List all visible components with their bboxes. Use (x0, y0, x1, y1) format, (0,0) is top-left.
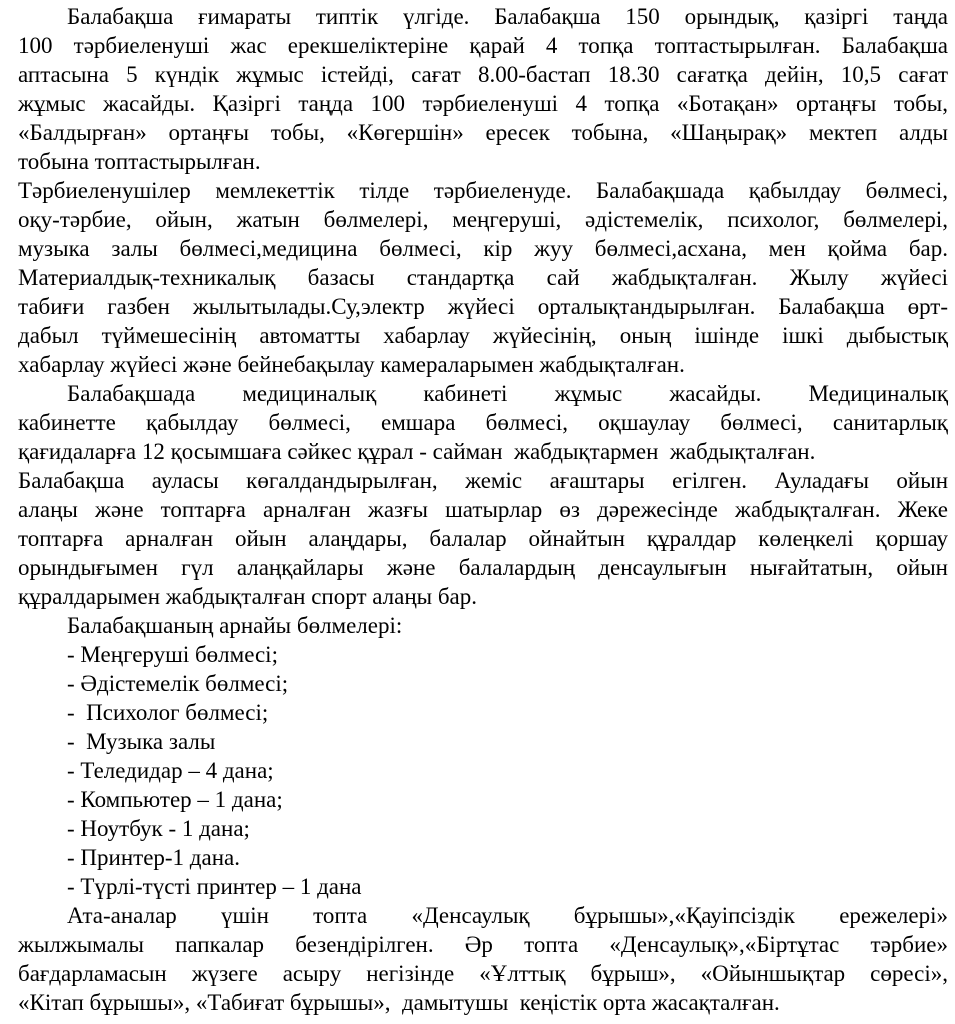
text-line: тобына топтастырылған. (18, 149, 261, 174)
text-line: жұмыс жасайды. Қазіргі таңда 100 тәрбиеленуші 4 топқа «Ботақан» ортаңғы тобы, (18, 91, 948, 116)
text-line: Материалдық-техникалық базасы стандартқа сай жабдықталған. Жылу жүйесі (18, 265, 948, 290)
text-line: қағидаларға 12 қосымшаға сәйкес құрал - сайман жабдықтармен жабдықталған. (18, 439, 816, 464)
text-line: - Музыка залы (67, 729, 216, 754)
text-line: құралдарымен жабдықталған спорт алаңы бар. (18, 584, 478, 609)
text-line: хабарлау жүйесі және бейнебақылау камераларымен жабдықталған. (18, 352, 685, 377)
text-line: - Ноутбук - 1 дана; (67, 816, 250, 841)
text-line: бағдарламасын жүзеге асыру негізінде «Ұлттық бұрыш», «Ойыншықтар сөресі», (18, 961, 948, 986)
text-line: - Психолог бөлмесі; (67, 700, 269, 725)
text-line: - Әдістемелік бөлмесі; (67, 671, 289, 696)
text-line: аптасына 5 күндік жұмыс істейді, сағат 8.00-бастап 18.30 сағатқа дейін, 10,5 сағат (18, 62, 948, 87)
text-line: 100 тәрбиеленуші жас ерекшеліктеріне қарай 4 топқа топтастырылған. Балабақша (18, 33, 948, 58)
text-line: кабинетте қабылдау бөлмесі, емшара бөлмесі, оқшаулау бөлмесі, санитарлық (18, 410, 948, 435)
text-line: Ата-аналар үшін топта «Денсаулық бұрышы»,«Қауіпсіздік ережелері» (67, 903, 948, 928)
text-line: алаңы және топтарға арналған жазғы шатырлар өз дәрежесінде жабдықталған. Жеке (18, 497, 948, 522)
text-line: - Меңгеруші бөлмесі; (67, 642, 278, 667)
text-line: - Түрлі-түсті принтер – 1 дана (67, 874, 362, 899)
text-line: - Теледидар – 4 дана; (67, 758, 274, 783)
text-line: - Компьютер – 1 дана; (67, 787, 283, 812)
text-line: орындығымен гүл алаңқайлары және балалардың денсаулығын нығайтатын, ойын (18, 555, 948, 580)
text-line: - Принтер-1 дана. (67, 845, 240, 870)
text-line: оқу-тәрбие, ойын, жатын бөлмелері, меңгеруші, әдістемелік, психолог, бөлмелері, (18, 207, 948, 232)
text-line: Балабақшаның арнайы бөлмелері: (67, 613, 403, 638)
text-line: Балабақшада медициналық кабинеті жұмыс жасайды. Медициналық (67, 381, 948, 406)
text-line: музыка залы бөлмесі,медицина бөлмесі, кір жуу бөлмесі,асхана, мен қойма бар. (18, 236, 948, 261)
text-line: «Кітап бұрышы», «Табиғат бұрышы», дамытушы кеңістік орта жасақталған. (18, 990, 780, 1015)
text-line: топтарға арналған ойын алаңдары, балалар ойнайтын құралдар көлеңкелі қоршау (18, 526, 948, 551)
text-line: табиғи газбен жылытылады.Су,электр жүйесі орталықтандырылған. Балабақша өрт- (18, 294, 948, 319)
document-body (18, 2, 948, 1017)
text-line: Балабақша ғимараты типтік үлгіде. Балабақша 150 орындық, қазіргі таңда (67, 4, 948, 29)
text-line: «Балдырған» ортаңғы тобы, «Көгершін» ересек тобына, «Шаңырақ» мектеп алды (18, 120, 948, 145)
text-line: дабыл түймешесінің автоматты хабарлау жүйесінің, оның ішінде ішкі дыбыстық (18, 323, 948, 348)
text-line: Тәрбиеленушілер мемлекеттік тілде тәрбиеленуде. Балабақшада қабылдау бөлмесі, (18, 178, 948, 203)
text-line: жылжымалы папкалар безендірілген. Әр топта «Денсаулық»,«Біртұтас тәрбие» (18, 932, 948, 957)
text-line: Балабақша ауласы көгалдандырылған, жеміс ағаштары егілген. Ауладағы ойын (18, 468, 948, 493)
